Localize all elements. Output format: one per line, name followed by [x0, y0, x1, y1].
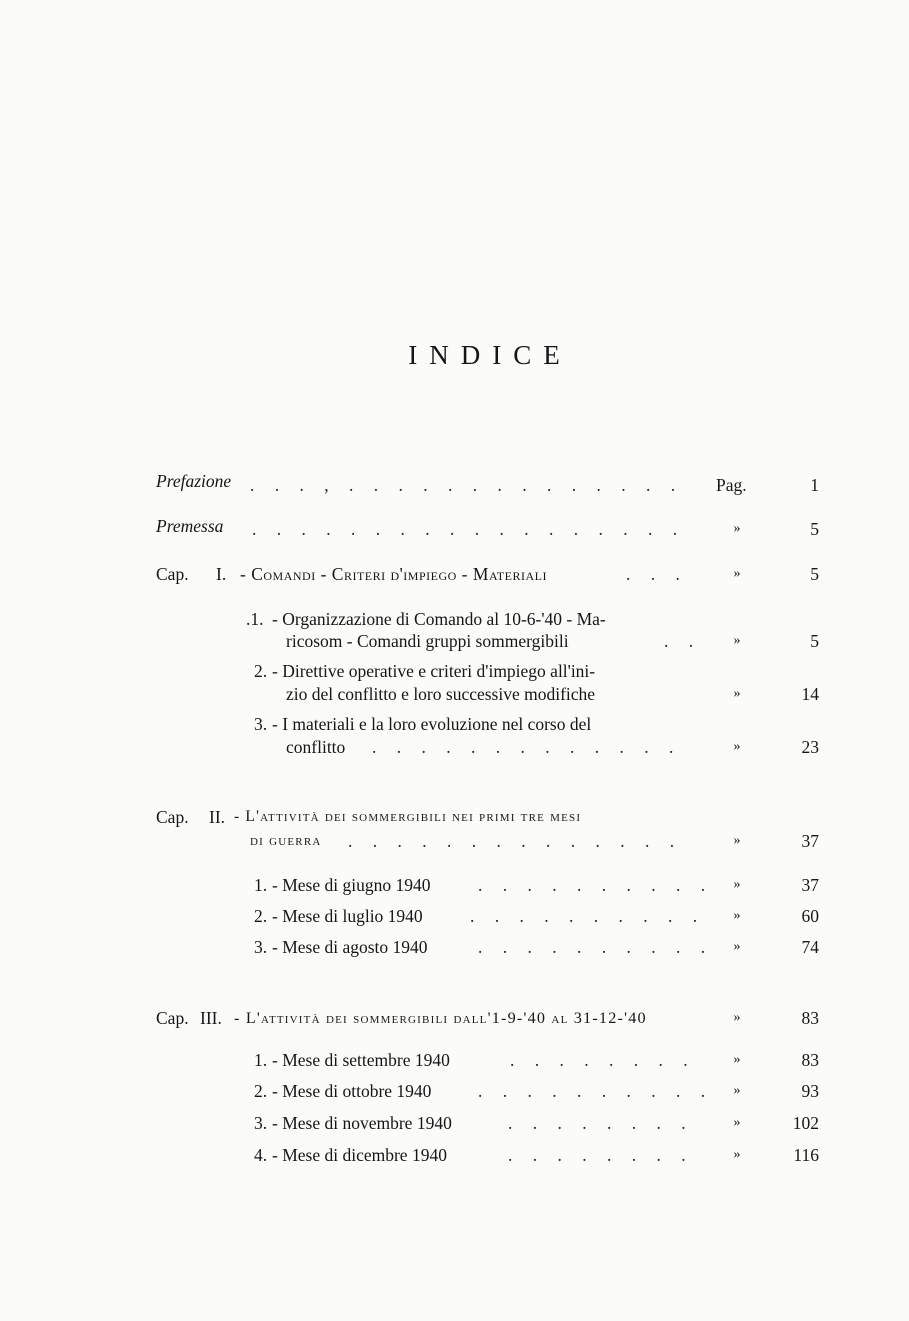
same-page-mark: »	[733, 566, 741, 581]
chapter-label: Cap.	[156, 564, 189, 584]
page-number: 93	[801, 1081, 819, 1101]
section-title-line2: conflitto	[286, 737, 346, 757]
chapter-roman: I.	[216, 564, 227, 584]
page-number: 116	[793, 1145, 819, 1165]
section-number: 1.	[254, 875, 268, 895]
leader-dots: . . . . . . . . . . . . .	[372, 737, 682, 757]
section-title: - Mese di giugno 1940	[272, 875, 431, 895]
page-number: 102	[792, 1113, 819, 1133]
section-title-line1: - Organizzazione di Comando al 10-6-'40 - Ma-	[272, 609, 606, 629]
leader-dots: . . . . . . . . . .	[478, 875, 714, 895]
chapter-title: - L'attività dei sommergibili dall'1-9-'40 al 31-12-'40	[234, 1009, 647, 1027]
section-title: - Mese di settembre 1940	[272, 1050, 450, 1070]
same-page-mark: »	[733, 908, 741, 923]
leader-dots: . . . . . . . . . .	[478, 1081, 714, 1101]
same-page-mark: »	[733, 521, 741, 536]
page-number: 5	[810, 564, 819, 584]
section-title-line2: ricosom - Comandi gruppi sommergibili	[286, 631, 569, 651]
same-page-mark: »	[733, 833, 741, 848]
leader-dots: . . . . . . . . . .	[478, 937, 714, 957]
page-number: 60	[801, 906, 819, 926]
page-number: 74	[801, 937, 819, 957]
entry-title: Prefazione	[156, 471, 232, 491]
same-page-mark: »	[733, 633, 741, 648]
entry-title: Premessa	[156, 516, 224, 536]
page-number: 23	[801, 737, 819, 757]
page-number: 37	[801, 831, 819, 851]
section-number: 1.	[254, 1050, 268, 1070]
section-number: 2.	[254, 1081, 268, 1101]
page-number: 83	[801, 1050, 819, 1070]
section-number: 3.	[254, 1113, 268, 1133]
section-number: .1.	[246, 609, 264, 629]
section-number: 2.	[254, 906, 268, 926]
page-title: INDICE	[408, 340, 572, 370]
page-number: 5	[810, 519, 819, 539]
page-number: 83	[801, 1008, 819, 1028]
chapter-title-line1: - L'attività dei sommergibili nei primi tre mesi	[234, 808, 582, 825]
leader-dots: . . . . . . . . . . . . . .	[348, 831, 683, 851]
section-number: 2.	[254, 661, 268, 681]
same-page-mark: »	[733, 739, 741, 754]
section-title: - Mese di ottobre 1940	[272, 1081, 432, 1101]
leader-dots: . . . . . . . . . .	[470, 906, 706, 926]
section-title-line2: zio del conflitto e loro successive modifiche	[286, 684, 596, 704]
section-title: - Mese di luglio 1940	[272, 906, 423, 926]
leader-dots: . .	[664, 631, 702, 651]
section-title: - Mese di agosto 1940	[272, 937, 428, 957]
same-page-mark: »	[733, 1052, 741, 1067]
section-title: - Mese di novembre 1940	[272, 1113, 452, 1133]
section-number: 4.	[254, 1145, 268, 1165]
chapter-label: Cap.	[156, 1008, 189, 1028]
leader-dots: . . . . . . . .	[510, 1050, 696, 1070]
chapter-roman: III.	[200, 1008, 222, 1028]
leader-dots: . . . . . . . . . . . . . . . . . .	[252, 519, 686, 539]
section-title: - Mese di dicembre 1940	[272, 1145, 447, 1165]
page-word: Pag.	[716, 475, 747, 495]
chapter-title: - Comandi - Criteri d'impiego - Materiali	[240, 564, 547, 584]
leader-dots: . . . . . . . .	[508, 1113, 694, 1133]
section-number: 3.	[254, 937, 268, 957]
same-page-mark: »	[733, 686, 741, 701]
chapter-roman: II.	[209, 807, 226, 827]
page-number: 5	[810, 631, 819, 651]
same-page-mark: »	[733, 1083, 741, 1098]
same-page-mark: »	[733, 1115, 741, 1130]
page-number: 1	[810, 475, 819, 495]
section-title-line1: - I materiali e la loro evoluzione nel corso del	[272, 714, 592, 734]
same-page-mark: »	[733, 877, 741, 892]
chapter-title-line2: di guerra	[250, 832, 322, 849]
section-title-line1: - Direttive operative e criteri d'impiego all'ini-	[272, 661, 596, 681]
same-page-mark: »	[733, 1147, 741, 1162]
same-page-mark: »	[733, 939, 741, 954]
leader-dots: . . .	[626, 564, 688, 584]
chapter-label: Cap.	[156, 807, 189, 827]
same-page-mark: »	[733, 1010, 741, 1025]
leader-dots: . . . . . . . .	[508, 1145, 694, 1165]
page-number: 37	[801, 875, 819, 895]
page-number: 14	[801, 684, 819, 704]
section-number: 3.	[254, 714, 268, 734]
leader-dots: . . . , . . . . . . . . . . . . . .	[250, 475, 684, 495]
